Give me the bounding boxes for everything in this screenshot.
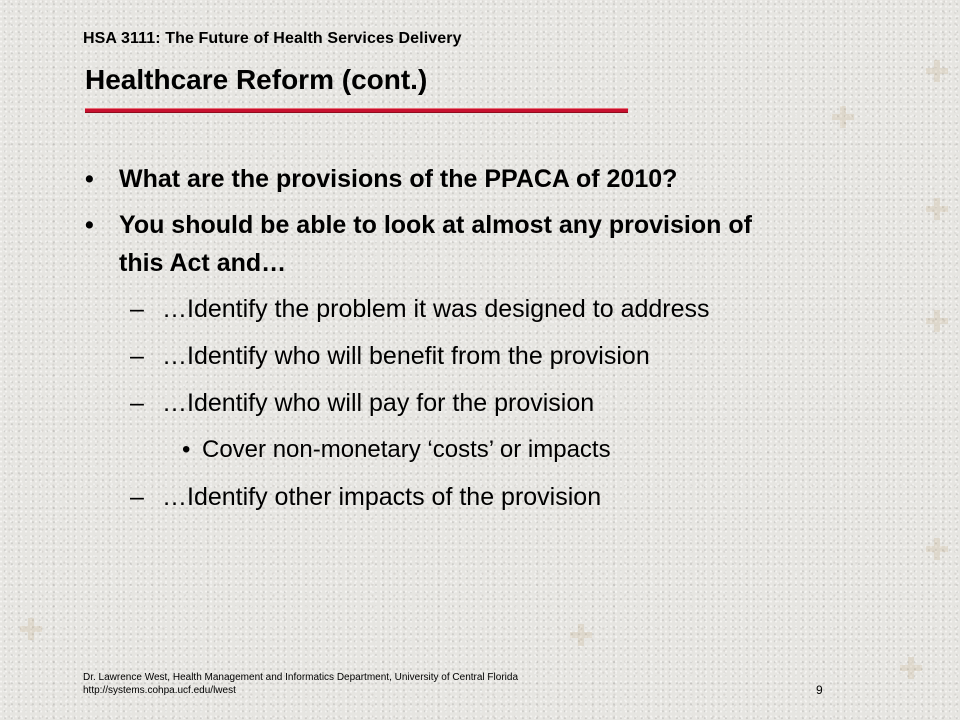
sub-bullet-item [130, 290, 930, 328]
sub-bullet-item [130, 384, 930, 422]
course-header: HSA 3111: The Future of Health Services Delivery [83, 30, 462, 47]
sub-bullet-item [130, 478, 930, 516]
page-number: 9 [816, 683, 823, 697]
bullet-marker: • [85, 211, 94, 239]
sub-bullet-text: …Identify the problem it was designed to address [162, 295, 710, 323]
bullet-marker: • [85, 165, 94, 193]
sub-bullet-text: …Identify who will pay for the provision [162, 389, 595, 417]
slide-title: Healthcare Reform (cont.) [85, 64, 428, 95]
footer-credit [83, 671, 518, 697]
dash-marker: – [130, 295, 144, 323]
watermark-icon [18, 616, 44, 642]
dash-marker: – [130, 483, 144, 511]
watermark-icon [898, 655, 924, 681]
third-level-bullet-text: Cover non-monetary ‘costs’ or impacts [202, 436, 611, 463]
footer-url: http://systems.cohpa.ucf.edu/lwest [83, 685, 236, 696]
watermark-icon [924, 196, 950, 222]
sub-bullet-text: …Identify other impacts of the provision [162, 483, 602, 511]
bullet-item [85, 160, 885, 198]
dash-marker: – [130, 342, 144, 370]
bullet-marker: • [182, 436, 191, 463]
sub-bullet-text: …Identify who will benefit from the provision [162, 342, 650, 370]
sub-bullet-item [130, 337, 930, 375]
bullet-text: What are the provisions of the PPACA of 2010? [119, 165, 678, 193]
watermark-icon [924, 58, 950, 84]
watermark-icon [924, 536, 950, 562]
bullet-text: You should be able to look at almost any provision of this Act and… [119, 211, 752, 277]
footer-credit-line: Dr. Lawrence West, Health Management and Informatics Department, University of Central Florida [83, 672, 518, 683]
dash-marker: – [130, 389, 144, 417]
third-level-bullet-item [182, 431, 882, 469]
bullet-item [85, 206, 795, 282]
watermark-icon [830, 104, 856, 130]
title-underline [85, 108, 628, 113]
watermark-icon [568, 622, 594, 648]
